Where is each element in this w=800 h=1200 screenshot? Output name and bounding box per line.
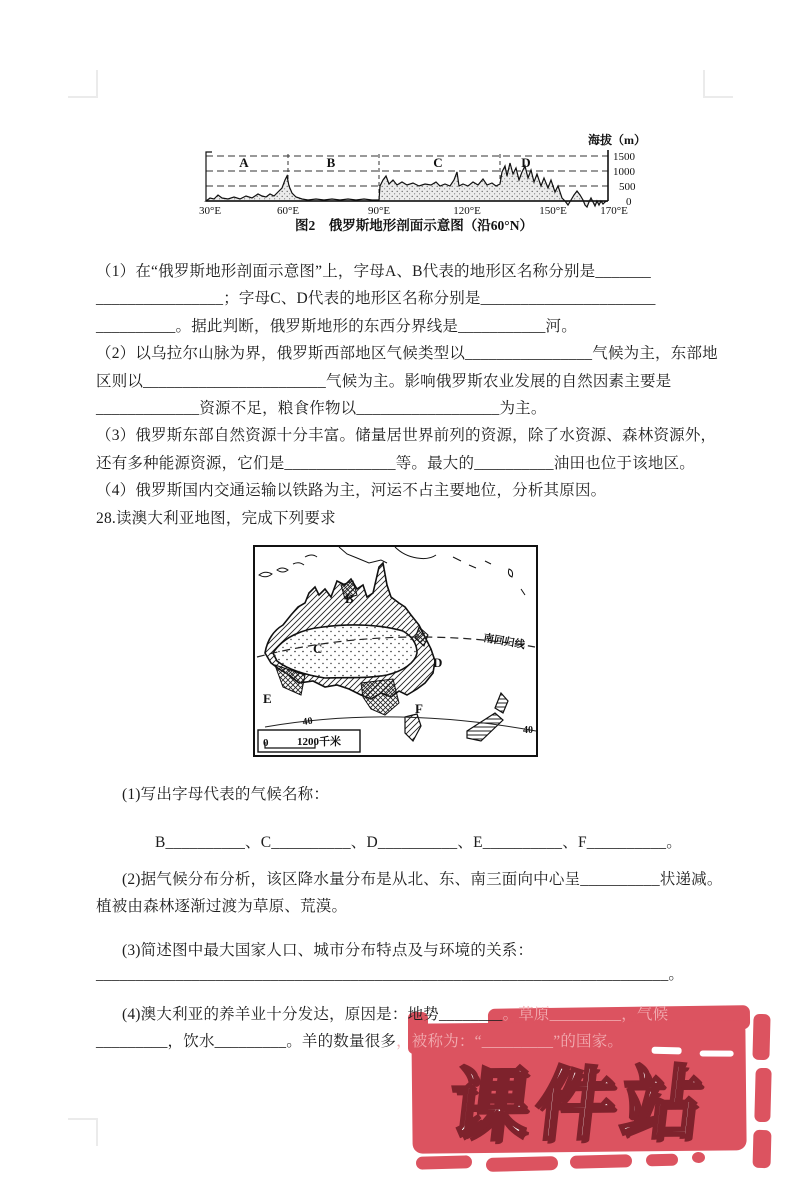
y-axis-label: 海拔（m） <box>588 133 646 147</box>
map-letter-e: E <box>263 691 272 706</box>
stamp-bottom-border <box>416 1155 472 1169</box>
map-letter-f: F <box>415 701 423 716</box>
question-27-block <box>96 258 718 532</box>
q28-4-line2-under-stamp: ，被称为：“_________”的国家。 <box>396 1033 624 1050</box>
crop-mark-top-right <box>703 70 733 98</box>
lat-40-label-left: 40 <box>301 715 314 728</box>
north-island-coastlines <box>259 547 525 595</box>
crop-mark-top-left <box>68 70 98 98</box>
map-letter-b: B <box>345 591 354 606</box>
q28-2-line1: (2)据气候分布分析，该区降水量分布是从北、东、南三面向中心呈__________状递减。 <box>122 871 723 888</box>
xtick-90e: 90°E <box>367 205 391 217</box>
q28-3-answer-blank: ________________________________________________________________________。 <box>96 966 685 983</box>
region-label-b: B <box>326 155 336 170</box>
stamp-bottom-border <box>646 1154 678 1167</box>
q28-2-line2: 植被由森林逐渐过渡为草原、荒漠。 <box>96 898 348 915</box>
q28-4-line1-under-stamp: 。草原_________，气候 <box>502 1006 669 1023</box>
region-label-c: C <box>433 155 443 170</box>
patch-south-central <box>361 679 399 715</box>
stamp-right-border <box>753 1130 772 1168</box>
stamp-text: 课件站 <box>444 1058 713 1151</box>
q28-4-line2-black: _________，饮水_________。羊的数量很多 <box>96 1033 397 1050</box>
q27-line: 区则以_______________________气候为主。影响俄罗斯农业发展的自然因素主要是 <box>96 372 672 390</box>
tropic-of-capricorn-label: 南回归线 <box>482 633 526 652</box>
xtick-170e: 170°E <box>600 205 628 217</box>
stamp-bottom-border <box>486 1156 558 1172</box>
left-bracket <box>206 152 212 201</box>
q28-header-line: 28.读澳大利亚地图，完成下列要求 <box>96 509 336 527</box>
terrain-profile-svg <box>196 130 646 236</box>
australia-map-svg <box>253 545 538 757</box>
chart-caption: 图2 俄罗斯地形剖面示意图（沿60°N） <box>295 218 533 233</box>
q27-line: ________________；字母C、D代表的地形区名称分别是______________________ <box>96 290 656 308</box>
xtick-120e: 120°E <box>453 205 481 217</box>
q28-4-line2 <box>96 1029 623 1051</box>
stamp-bottom-border <box>570 1154 632 1169</box>
australia-map <box>253 545 538 757</box>
q27-line: （4）俄罗斯国内交通运输以铁路为主，河运不占主要地位，分析其原因。 <box>96 482 607 500</box>
crop-mark-bottom-left <box>68 1118 98 1146</box>
map-letter-d: D <box>433 655 443 670</box>
new-zealand-south-island <box>467 713 503 741</box>
q27-line: （2）以乌拉尔山脉为界，俄罗斯西部地区气候类型以________________气候为主，东部地 <box>96 345 718 363</box>
region-label-a: A <box>239 155 249 170</box>
xtick-30e: 30°E <box>198 205 222 217</box>
q28-1-prompt: (1)写出字母代表的气候名称： <box>122 786 330 803</box>
q27-line: __________。据此判断，俄罗斯地形的东西分界线是___________河。 <box>96 317 577 335</box>
q28-3-prompt: (3)简述图中最大国家人口、城市分布特点及与环境的关系： <box>122 942 534 959</box>
ytick-500: 500 <box>619 181 636 193</box>
map-letter-c: C <box>313 641 323 656</box>
q27-line: _____________资源不足，粮食作物以__________________为主。 <box>96 399 547 417</box>
q27-line: （1）在“俄罗斯地形剖面示意图”上，字母A、B代表的地形区名称分别是_______ <box>96 263 651 280</box>
ytick-1000: 1000 <box>613 166 635 178</box>
q27-line: （3）俄罗斯东部自然资源十分丰富。储量居世界前列的资源，除了水资源、森林资源外， <box>96 427 717 445</box>
scale-zero: 0 <box>263 737 269 749</box>
region-label-d: D <box>521 155 531 170</box>
scale-distance: 1200千米 <box>297 736 341 748</box>
russia-terrain-profile-chart <box>196 130 646 236</box>
xtick-60e: 60°E <box>276 205 300 217</box>
new-zealand-north-island <box>495 693 508 713</box>
lat-40-label-right: 40 <box>523 725 533 736</box>
xtick-150e: 150°E <box>539 205 567 217</box>
q28-1-blanks: B__________、C__________、D__________、E__________、F__________。 <box>155 834 682 851</box>
q28-4-line1-black: (4)澳大利亚的养羊业十分发达，原因是：地势________ <box>122 1006 503 1023</box>
q27-line: 还有多种能源资源，它们是______________等。最大的__________油田也位于该地区。 <box>96 454 696 472</box>
q28-4-line1 <box>122 1002 668 1024</box>
ytick-0: 0 <box>626 196 632 208</box>
ytick-1500: 1500 <box>613 151 635 163</box>
